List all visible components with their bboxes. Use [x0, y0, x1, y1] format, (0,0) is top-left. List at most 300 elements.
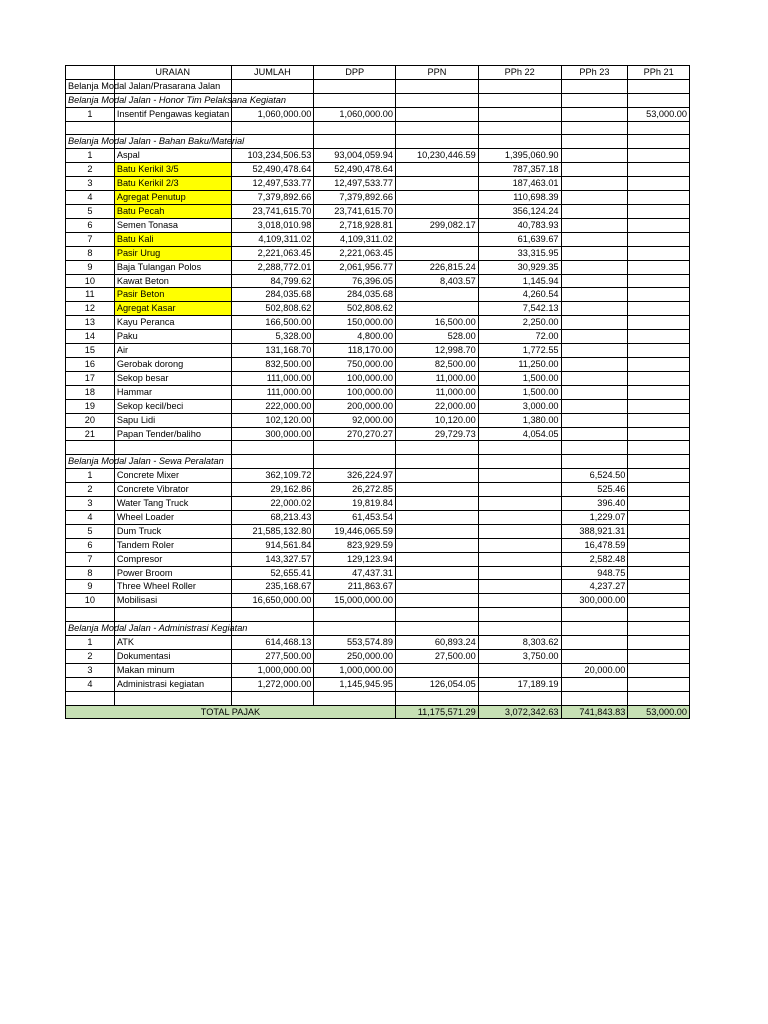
row-number: 1 — [66, 149, 115, 163]
cell-dpp: 129,123.94 — [314, 552, 396, 566]
section-cell — [66, 622, 248, 636]
empty-cell — [396, 622, 479, 636]
table-body — [66, 66, 690, 719]
empty-cell — [314, 455, 396, 469]
row-uraian: Paku — [114, 330, 231, 344]
cell-ppn — [396, 566, 479, 580]
table-row — [66, 205, 690, 219]
cell-pph23 — [561, 385, 628, 399]
cell-pph21 — [628, 205, 690, 219]
cell-ppn — [396, 580, 479, 594]
row-uraian: Sekop kecil/beci — [114, 399, 231, 413]
row-uraian: Water Tang Truck — [114, 497, 231, 511]
row-uraian: Concrete Mixer — [114, 469, 231, 483]
empty-cell — [314, 135, 396, 149]
cell-pph23 — [561, 636, 628, 650]
cell-ppn — [396, 538, 479, 552]
table-row — [66, 163, 690, 177]
table-row — [66, 177, 690, 191]
cell-ppn: 11,000.00 — [396, 385, 479, 399]
row-number: 2 — [66, 483, 115, 497]
row-number: 8 — [66, 566, 115, 580]
cell-dpp: 750,000.00 — [314, 357, 396, 371]
cell-pph22: 17,189.19 — [478, 677, 561, 691]
cell-jumlah: 2,221,063.45 — [231, 246, 314, 260]
empty-cell — [478, 608, 561, 622]
cell-pph23 — [561, 232, 628, 246]
cell-pph22: 1,500.00 — [478, 385, 561, 399]
section-cell — [66, 135, 245, 149]
cell-jumlah: 111,000.00 — [231, 371, 314, 385]
cell-pph22: 356,124.24 — [478, 205, 561, 219]
cell-pph21 — [628, 330, 690, 344]
row-uraian: Kayu Peranca — [114, 316, 231, 330]
row-uraian: Hammar — [114, 385, 231, 399]
row-number: 18 — [66, 385, 115, 399]
row-uraian: Batu Kerikil 3/5 — [114, 163, 231, 177]
cell-pph22: 1,772.55 — [478, 344, 561, 358]
row-number: 19 — [66, 399, 115, 413]
cell-jumlah: 1,000,000.00 — [231, 663, 314, 677]
row-uraian: Baja Tulangan Polos — [114, 260, 231, 274]
row-number: 11 — [66, 288, 115, 302]
empty-cell — [628, 622, 690, 636]
row-number: 3 — [66, 663, 115, 677]
cell-pph22 — [478, 510, 561, 524]
row-uraian: Kawat Beton — [114, 274, 231, 288]
table-row — [66, 580, 690, 594]
table-row — [66, 524, 690, 538]
cell-ppn: 528.00 — [396, 330, 479, 344]
cell-pph22: 7,542.13 — [478, 302, 561, 316]
section-row — [66, 93, 690, 107]
row-number: 8 — [66, 246, 115, 260]
row-uraian: Agregat Kasar — [114, 302, 231, 316]
empty-cell — [314, 691, 396, 705]
cell-pph21 — [628, 357, 690, 371]
section-row — [66, 622, 690, 636]
cell-pph23 — [561, 357, 628, 371]
cell-pph22: 2,250.00 — [478, 316, 561, 330]
cell-pph21 — [628, 552, 690, 566]
empty-cell — [628, 608, 690, 622]
cell-pph22: 72.00 — [478, 330, 561, 344]
cell-pph23 — [561, 371, 628, 385]
row-uraian: Air — [114, 344, 231, 358]
table-title: Belanja Modal Jalan/Prasarana Jalan — [68, 80, 221, 91]
row-uraian: Gerobak dorong — [114, 357, 231, 371]
empty-cell — [231, 441, 314, 455]
row-uraian: Pasir Urug — [114, 246, 231, 260]
cell-pph21 — [628, 274, 690, 288]
cell-ppn: 22,000.00 — [396, 399, 479, 413]
cell-pph22: 110,698.39 — [478, 191, 561, 205]
row-number: 17 — [66, 371, 115, 385]
cell-pph22 — [478, 580, 561, 594]
cell-dpp: 1,000,000.00 — [314, 663, 396, 677]
cell-pph22 — [478, 524, 561, 538]
cell-pph22 — [478, 594, 561, 608]
cell-pph21 — [628, 636, 690, 650]
cell-pph23: 948.75 — [561, 566, 628, 580]
title-row — [66, 79, 690, 93]
cell-jumlah: 614,468.13 — [231, 636, 314, 650]
section-title: Belanja Modal Jalan - Bahan Baku/Material — [68, 136, 245, 147]
cell-dpp: 2,221,063.45 — [314, 246, 396, 260]
table-row — [66, 594, 690, 608]
empty-cell — [231, 608, 314, 622]
row-uraian: Papan Tender/baliho — [114, 427, 231, 441]
cell-dpp: 1,145,945.95 — [314, 677, 396, 691]
cell-jumlah: 7,379,892.66 — [231, 191, 314, 205]
cell-dpp: 4,800.00 — [314, 330, 396, 344]
cell-pph23 — [561, 316, 628, 330]
section-title: Belanja Modal Jalan - Honor Tim Pelaksana Kegiatan — [68, 94, 286, 105]
empty-cell — [314, 441, 396, 455]
cell-jumlah: 23,741,615.70 — [231, 205, 314, 219]
cell-pph22 — [478, 663, 561, 677]
cell-jumlah: 5,328.00 — [231, 330, 314, 344]
empty-cell — [478, 441, 561, 455]
cell-dpp: 19,446,065.59 — [314, 524, 396, 538]
cell-ppn — [396, 246, 479, 260]
section-row — [66, 455, 690, 469]
cell-jumlah: 12,497,533.77 — [231, 177, 314, 191]
empty-cell — [396, 135, 479, 149]
empty-cell — [628, 79, 690, 93]
tax-table — [65, 65, 690, 719]
cell-dpp: 76,396.05 — [314, 274, 396, 288]
cell-pph22: 787,357.18 — [478, 163, 561, 177]
cell-pph22 — [478, 469, 561, 483]
row-uraian: Sapu Lidi — [114, 413, 231, 427]
table-row — [66, 344, 690, 358]
empty-cell — [314, 93, 396, 107]
cell-pph23 — [561, 260, 628, 274]
row-number: 2 — [66, 649, 115, 663]
table-row — [66, 385, 690, 399]
cell-pph23: 6,524.50 — [561, 469, 628, 483]
empty-cell — [628, 441, 690, 455]
cell-pph22 — [478, 497, 561, 511]
cell-pph22 — [478, 483, 561, 497]
empty-cell — [396, 121, 479, 135]
cell-jumlah: 1,060,000.00 — [231, 107, 314, 121]
section-title: Belanja Modal Jalan - Sewa Peralatan — [68, 456, 224, 467]
cell-pph22 — [478, 552, 561, 566]
cell-dpp: 26,272.85 — [314, 483, 396, 497]
section-title: Belanja Modal Jalan - Administrasi Kegiatan — [68, 623, 248, 634]
cell-jumlah: 68,213.43 — [231, 510, 314, 524]
cell-pph21 — [628, 566, 690, 580]
row-number: 3 — [66, 177, 115, 191]
row-number: 1 — [66, 107, 115, 121]
cell-dpp: 1,060,000.00 — [314, 107, 396, 121]
empty-cell — [478, 121, 561, 135]
cell-pph23 — [561, 302, 628, 316]
cell-pph23: 4,237.27 — [561, 580, 628, 594]
empty-cell — [561, 135, 628, 149]
row-number: 14 — [66, 330, 115, 344]
empty-cell — [66, 608, 115, 622]
cell-dpp: 326,224.97 — [314, 469, 396, 483]
table-row — [66, 149, 690, 163]
header-pph22: PPh 22 — [478, 66, 561, 80]
cell-dpp: 47,437.31 — [314, 566, 396, 580]
empty-cell — [314, 622, 396, 636]
empty-cell — [396, 608, 479, 622]
header-dpp: DPP — [314, 66, 396, 80]
cell-dpp: 200,000.00 — [314, 399, 396, 413]
row-number: 5 — [66, 205, 115, 219]
cell-pph21 — [628, 344, 690, 358]
cell-jumlah: 2,288,772.01 — [231, 260, 314, 274]
empty-cell — [628, 691, 690, 705]
cell-pph23 — [561, 649, 628, 663]
header-ppn: PPN — [396, 66, 479, 80]
section-cell — [66, 455, 224, 469]
cell-pph23 — [561, 163, 628, 177]
cell-pph22: 1,145.94 — [478, 274, 561, 288]
empty-cell — [66, 691, 115, 705]
cell-jumlah: 29,162.86 — [231, 483, 314, 497]
table-row — [66, 260, 690, 274]
row-uraian: Dokumentasi — [114, 649, 231, 663]
row-number: 2 — [66, 163, 115, 177]
cell-pph22 — [478, 107, 561, 121]
table-row — [66, 218, 690, 232]
row-number: 7 — [66, 552, 115, 566]
cell-pph21 — [628, 663, 690, 677]
cell-pph23 — [561, 399, 628, 413]
cell-dpp: 15,000,000.00 — [314, 594, 396, 608]
empty-cell — [231, 691, 314, 705]
cell-ppn — [396, 663, 479, 677]
empty-cell — [561, 441, 628, 455]
cell-ppn — [396, 469, 479, 483]
cell-jumlah: 166,500.00 — [231, 316, 314, 330]
empty-cell — [314, 121, 396, 135]
row-uraian: Administrasi kegiatan — [114, 677, 231, 691]
cell-ppn — [396, 163, 479, 177]
header-row — [66, 66, 690, 80]
table-row — [66, 107, 690, 121]
empty-cell — [66, 441, 115, 455]
empty-cell — [561, 79, 628, 93]
cell-pph21 — [628, 524, 690, 538]
cell-jumlah: 4,109,311.02 — [231, 232, 314, 246]
empty-cell — [478, 93, 561, 107]
empty-cell — [231, 455, 314, 469]
total-label: TOTAL PAJAK — [66, 705, 396, 719]
table-row — [66, 316, 690, 330]
empty-cell — [396, 691, 479, 705]
cell-pph21 — [628, 677, 690, 691]
table-row — [66, 302, 690, 316]
table-row — [66, 427, 690, 441]
cell-pph23 — [561, 288, 628, 302]
table-row — [66, 274, 690, 288]
cell-ppn — [396, 232, 479, 246]
cell-jumlah: 102,120.00 — [231, 413, 314, 427]
cell-jumlah: 832,500.00 — [231, 357, 314, 371]
cell-dpp: 211,863.67 — [314, 580, 396, 594]
cell-pph23 — [561, 218, 628, 232]
total-pph21: 53,000.00 — [628, 705, 690, 719]
cell-ppn: 226,815.24 — [396, 260, 479, 274]
cell-pph22: 8,303.62 — [478, 636, 561, 650]
cell-pph23 — [561, 205, 628, 219]
row-uraian: Compresor — [114, 552, 231, 566]
cell-pph23: 16,478.59 — [561, 538, 628, 552]
cell-jumlah: 502,808.62 — [231, 302, 314, 316]
cell-ppn: 126,054.05 — [396, 677, 479, 691]
cell-pph21 — [628, 260, 690, 274]
cell-ppn — [396, 177, 479, 191]
cell-jumlah: 300,000.00 — [231, 427, 314, 441]
row-uraian: ATK — [114, 636, 231, 650]
cell-pph21: 53,000.00 — [628, 107, 690, 121]
cell-pph23 — [561, 427, 628, 441]
empty-cell — [114, 441, 231, 455]
cell-pph21 — [628, 510, 690, 524]
cell-jumlah: 21,585,132.80 — [231, 524, 314, 538]
cell-pph21 — [628, 177, 690, 191]
row-number: 12 — [66, 302, 115, 316]
cell-dpp: 100,000.00 — [314, 371, 396, 385]
table-row — [66, 663, 690, 677]
row-number: 20 — [66, 413, 115, 427]
empty-cell — [628, 121, 690, 135]
cell-pph22: 61,639.67 — [478, 232, 561, 246]
cell-pph21 — [628, 191, 690, 205]
cell-pph22: 30,929.35 — [478, 260, 561, 274]
cell-dpp: 502,808.62 — [314, 302, 396, 316]
empty-cell — [314, 79, 396, 93]
cell-pph22: 3,000.00 — [478, 399, 561, 413]
table-row — [66, 413, 690, 427]
cell-dpp: 92,000.00 — [314, 413, 396, 427]
row-uraian: Batu Pecah — [114, 205, 231, 219]
cell-ppn: 12,998.70 — [396, 344, 479, 358]
row-number: 4 — [66, 510, 115, 524]
table-row — [66, 246, 690, 260]
row-uraian: Sekop besar — [114, 371, 231, 385]
cell-pph21 — [628, 232, 690, 246]
row-number: 6 — [66, 218, 115, 232]
cell-ppn — [396, 288, 479, 302]
table-row — [66, 649, 690, 663]
cell-ppn — [396, 524, 479, 538]
cell-jumlah: 222,000.00 — [231, 399, 314, 413]
cell-dpp: 118,170.00 — [314, 344, 396, 358]
empty-cell — [628, 455, 690, 469]
table-row — [66, 371, 690, 385]
cell-dpp: 823,929.59 — [314, 538, 396, 552]
empty-cell — [478, 691, 561, 705]
empty-cell — [478, 622, 561, 636]
row-number: 5 — [66, 524, 115, 538]
row-number: 3 — [66, 497, 115, 511]
row-number: 15 — [66, 344, 115, 358]
cell-jumlah: 111,000.00 — [231, 385, 314, 399]
row-uraian: Batu Kerikil 2/3 — [114, 177, 231, 191]
cell-pph21 — [628, 580, 690, 594]
cell-pph21 — [628, 497, 690, 511]
cell-jumlah: 84,799.62 — [231, 274, 314, 288]
cell-pph23 — [561, 191, 628, 205]
empty-cell — [561, 455, 628, 469]
table-row — [66, 677, 690, 691]
table-row — [66, 510, 690, 524]
cell-dpp: 7,379,892.66 — [314, 191, 396, 205]
cell-pph22: 1,500.00 — [478, 371, 561, 385]
empty-cell — [231, 121, 314, 135]
cell-pph22: 3,750.00 — [478, 649, 561, 663]
cell-pph21 — [628, 371, 690, 385]
empty-cell — [396, 93, 479, 107]
empty-cell — [396, 441, 479, 455]
cell-pph23: 2,582.48 — [561, 552, 628, 566]
table-row — [66, 191, 690, 205]
cell-pph21 — [628, 469, 690, 483]
cell-jumlah: 284,035.68 — [231, 288, 314, 302]
cell-ppn: 10,120.00 — [396, 413, 479, 427]
cell-pph23 — [561, 413, 628, 427]
cell-pph21 — [628, 538, 690, 552]
empty-cell — [231, 79, 314, 93]
empty-cell — [561, 691, 628, 705]
cell-jumlah: 16,650,000.00 — [231, 594, 314, 608]
row-number: 1 — [66, 636, 115, 650]
cell-jumlah: 1,272,000.00 — [231, 677, 314, 691]
row-number: 4 — [66, 677, 115, 691]
row-uraian: Semen Tonasa — [114, 218, 231, 232]
row-uraian: Pasir Beton — [114, 288, 231, 302]
cell-ppn: 29,729.73 — [396, 427, 479, 441]
empty-cell — [114, 691, 231, 705]
cell-dpp: 553,574.89 — [314, 636, 396, 650]
row-number: 1 — [66, 469, 115, 483]
total-ppn: 11,175,571.29 — [396, 705, 479, 719]
cell-ppn: 299,082.17 — [396, 218, 479, 232]
row-uraian: Tandem Roler — [114, 538, 231, 552]
cell-pph23: 300,000.00 — [561, 594, 628, 608]
cell-pph23: 388,921.31 — [561, 524, 628, 538]
empty-cell — [628, 93, 690, 107]
cell-jumlah: 914,561.84 — [231, 538, 314, 552]
cell-dpp: 61,453.54 — [314, 510, 396, 524]
cell-ppn — [396, 302, 479, 316]
cell-ppn: 8,403.57 — [396, 274, 479, 288]
cell-pph21 — [628, 594, 690, 608]
cell-pph22: 33,315.95 — [478, 246, 561, 260]
cell-dpp: 270,270.27 — [314, 427, 396, 441]
cell-jumlah: 235,168.67 — [231, 580, 314, 594]
empty-cell — [561, 622, 628, 636]
cell-pph23: 525.46 — [561, 483, 628, 497]
cell-jumlah: 143,327.57 — [231, 552, 314, 566]
cell-pph21 — [628, 385, 690, 399]
cell-dpp: 19,819.84 — [314, 497, 396, 511]
header-uraian: URAIAN — [114, 66, 231, 80]
cell-pph23 — [561, 330, 628, 344]
cell-ppn — [396, 107, 479, 121]
cell-pph22: 187,463.01 — [478, 177, 561, 191]
cell-pph21 — [628, 649, 690, 663]
cell-jumlah: 362,109.72 — [231, 469, 314, 483]
cell-jumlah: 131,168.70 — [231, 344, 314, 358]
